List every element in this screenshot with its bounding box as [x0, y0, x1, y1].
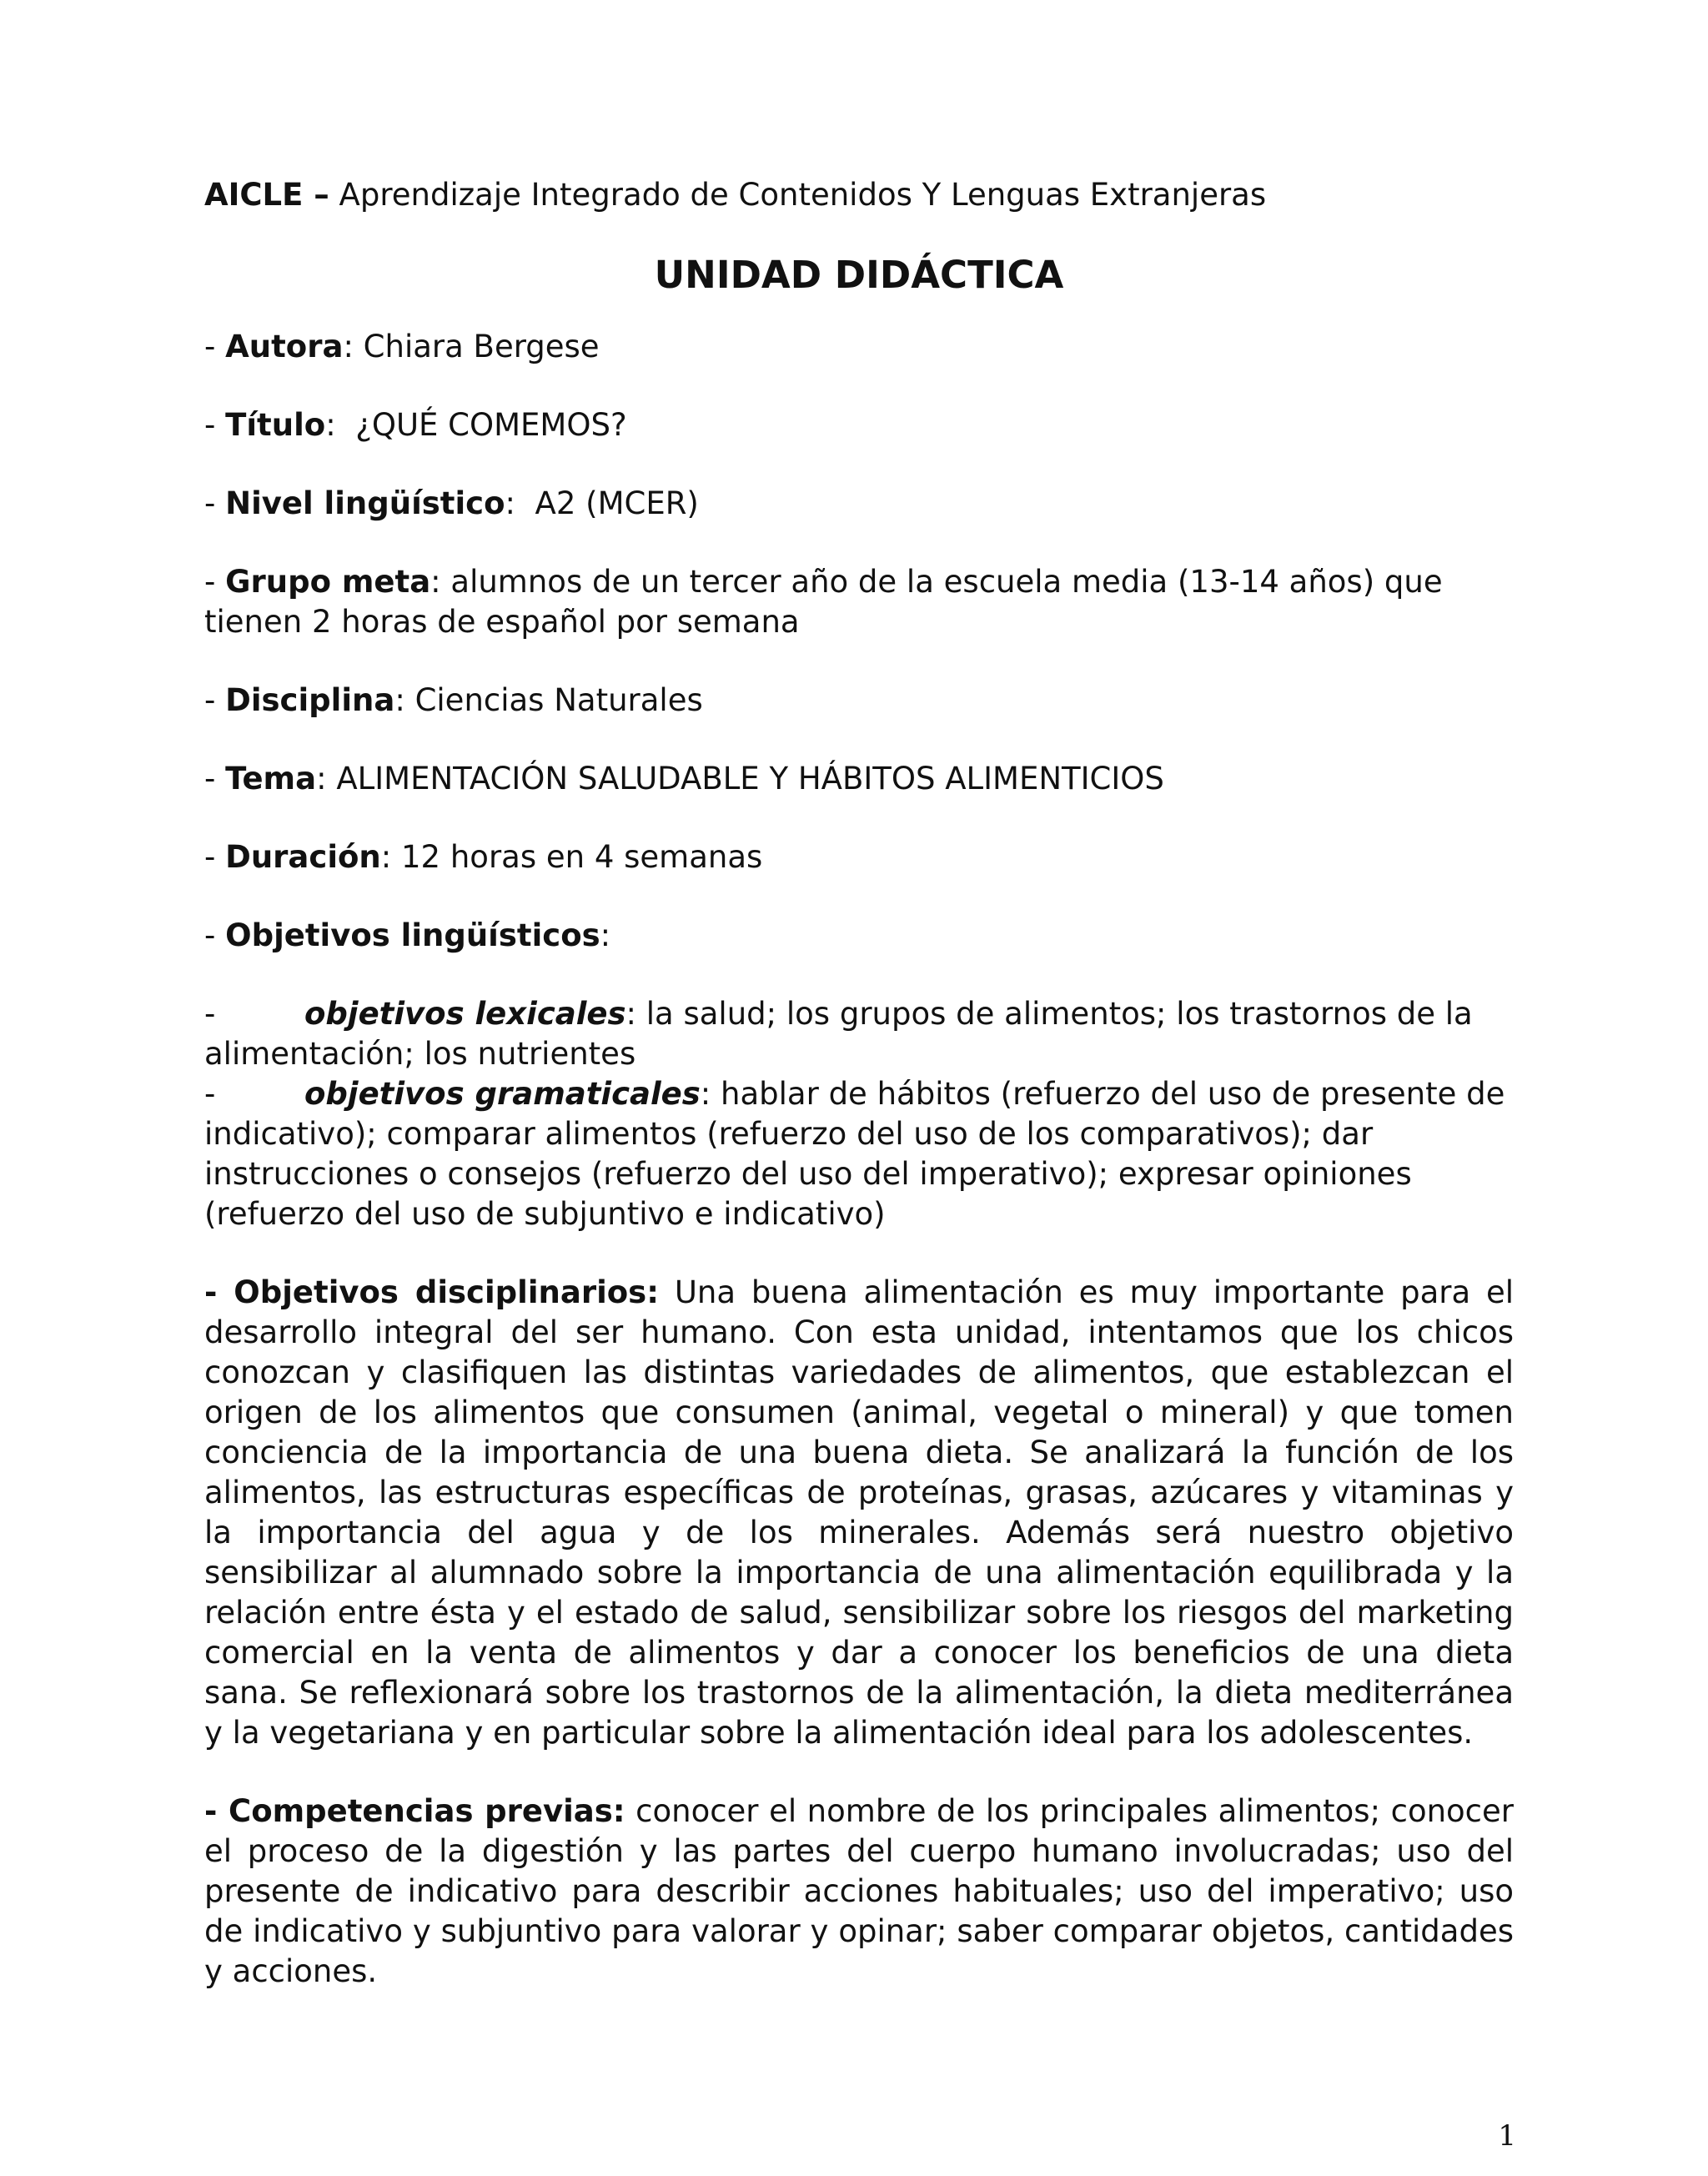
- section-text-disciplinarios: Una buena alimentación es muy importante para el desarrollo integral del ser humano. Con esta unidad, intentamos que los chicos conozcan y clasifiquen las distintas variedades de alimentos, que establezcan el origen de los alimentos que consumen (animal, vegetal o mineral) y que tomen conciencia de la importancia de una buena dieta. Se analizará la función de los alimentos, las estructuras específicas de proteínas, grasas, azúcares y vitaminas y la importancia del agua y de los minerales. Además será nuestro objetivo sensibilizar al alumnado sobre la importancia de una alimentación equilibrada y la relación entre ésta y el estado de salud, sensibilizar sobre los riesgos del marketing comercial en la venta de alimentos y dar a conocer los beneficios de una dieta sana. Se reflexionará sobre los trastornos de la alimentación, la dieta mediterránea y la vegetariana y en particular sobre la alimentación ideal para los adolescentes.: [204, 1274, 1515, 1751]
- field-value-nivel: A2 (MCER): [535, 485, 699, 521]
- field-separator: :: [600, 917, 611, 953]
- field-separator: :: [505, 485, 535, 521]
- field-titulo: [204, 405, 1514, 445]
- field-prefix: -: [204, 839, 226, 875]
- field-label-nivel: Nivel lingüístico: [225, 485, 505, 521]
- sub-item-separator: :: [700, 1076, 721, 1112]
- field-value-duracion: 12 horas en 4 semanas: [401, 839, 763, 875]
- document-title: UNIDAD DIDÁCTICA: [654, 253, 1064, 297]
- field-prefix: -: [204, 761, 226, 797]
- field-tema: [204, 759, 1514, 799]
- field-separator: :: [316, 761, 337, 797]
- field-value-autora: Chiara Bergese: [363, 329, 600, 364]
- field-label-objetivos-linguisticos: Objetivos lingüísticos: [225, 917, 600, 953]
- sub-item-label: objetivos gramaticales: [304, 1076, 701, 1112]
- sub-item-text: la salud; los grupos de alimentos; los trastornos de la alimentación; los nutrientes: [204, 996, 1473, 1072]
- field-label-autora: Autora: [225, 329, 344, 364]
- section-objetivos-disciplinarios: [204, 1273, 1514, 1753]
- header-full-name: Aprendizaje Integrado de Contenidos Y Lenguas Extranjeras: [329, 177, 1267, 213]
- sub-objectives-list: [204, 994, 1514, 1234]
- document-header: [204, 175, 1514, 215]
- sub-item-separator: :: [625, 996, 646, 1032]
- field-separator: :: [380, 839, 402, 875]
- field-prefix: -: [204, 329, 226, 364]
- document-page: [204, 175, 1514, 2030]
- field-label-tema: Tema: [225, 761, 317, 797]
- header-acronym: AICLE –: [204, 177, 329, 213]
- field-label-duracion: Duración: [225, 839, 381, 875]
- field-separator: :: [394, 682, 415, 718]
- page-number: 1: [1498, 2119, 1516, 2153]
- field-separator: :: [430, 564, 451, 600]
- section-label-disciplinarios: - Objetivos disciplinarios:: [204, 1274, 660, 1310]
- field-separator: :: [343, 329, 364, 364]
- field-prefix: -: [204, 682, 226, 718]
- field-prefix: -: [204, 407, 226, 443]
- field-prefix: -: [204, 564, 226, 600]
- sub-item-label: objetivos lexicales: [304, 996, 626, 1032]
- field-prefix: -: [204, 485, 226, 521]
- field-label-grupo-meta: Grupo meta: [225, 564, 431, 600]
- sub-item-dash: -: [204, 1076, 216, 1112]
- sub-item-text: hablar de hábitos (refuerzo del uso de presente de indicativo); comparar alimentos (refuerzo del uso de los comparativos); dar instrucciones o consejos (refuerzo del uso del imperativo); expresar opiniones (refuerzo del uso de subjuntivo e indicativo): [204, 1076, 1505, 1232]
- field-label-disciplina: Disciplina: [225, 682, 395, 718]
- field-autora: [204, 327, 1514, 367]
- section-label-competencias: - Competencias previas:: [204, 1793, 625, 1829]
- field-label-titulo: Título: [225, 407, 326, 443]
- field-nivel: [204, 484, 1514, 524]
- field-disciplina: [204, 681, 1514, 721]
- field-value-grupo-meta: alumnos de un tercer año de la escuela media (13-14 años) que tienen 2 horas de español por semana: [204, 564, 1443, 640]
- field-value-titulo: ¿QUÉ COMEMOS?: [355, 407, 627, 443]
- section-text-competencias: conocer el nombre de los principales alimentos; conocer el proceso de la digestión y las partes del cuerpo humano involucradas; uso del presente de indicativo para describir acciones habituales; uso del imperativo; uso de indicativo y subjuntivo para valorar y opinar; saber comparar objetos, cantidades y acciones.: [204, 1793, 1515, 1989]
- field-separator: :: [325, 407, 356, 443]
- field-duracion: [204, 837, 1514, 877]
- field-value-disciplina: Ciencias Naturales: [414, 682, 703, 718]
- field-objetivos-linguisticos: [204, 916, 1514, 956]
- field-prefix: -: [204, 917, 226, 953]
- sub-objective-lexicales: [204, 994, 1514, 1074]
- field-value-tema: ALIMENTACIÓN SALUDABLE Y HÁBITOS ALIMENTICIOS: [336, 761, 1164, 797]
- field-grupo-meta: [204, 562, 1514, 642]
- sub-objective-gramaticales: [204, 1074, 1514, 1234]
- section-competencias-previas: [204, 1792, 1514, 1992]
- sub-item-dash: -: [204, 996, 216, 1032]
